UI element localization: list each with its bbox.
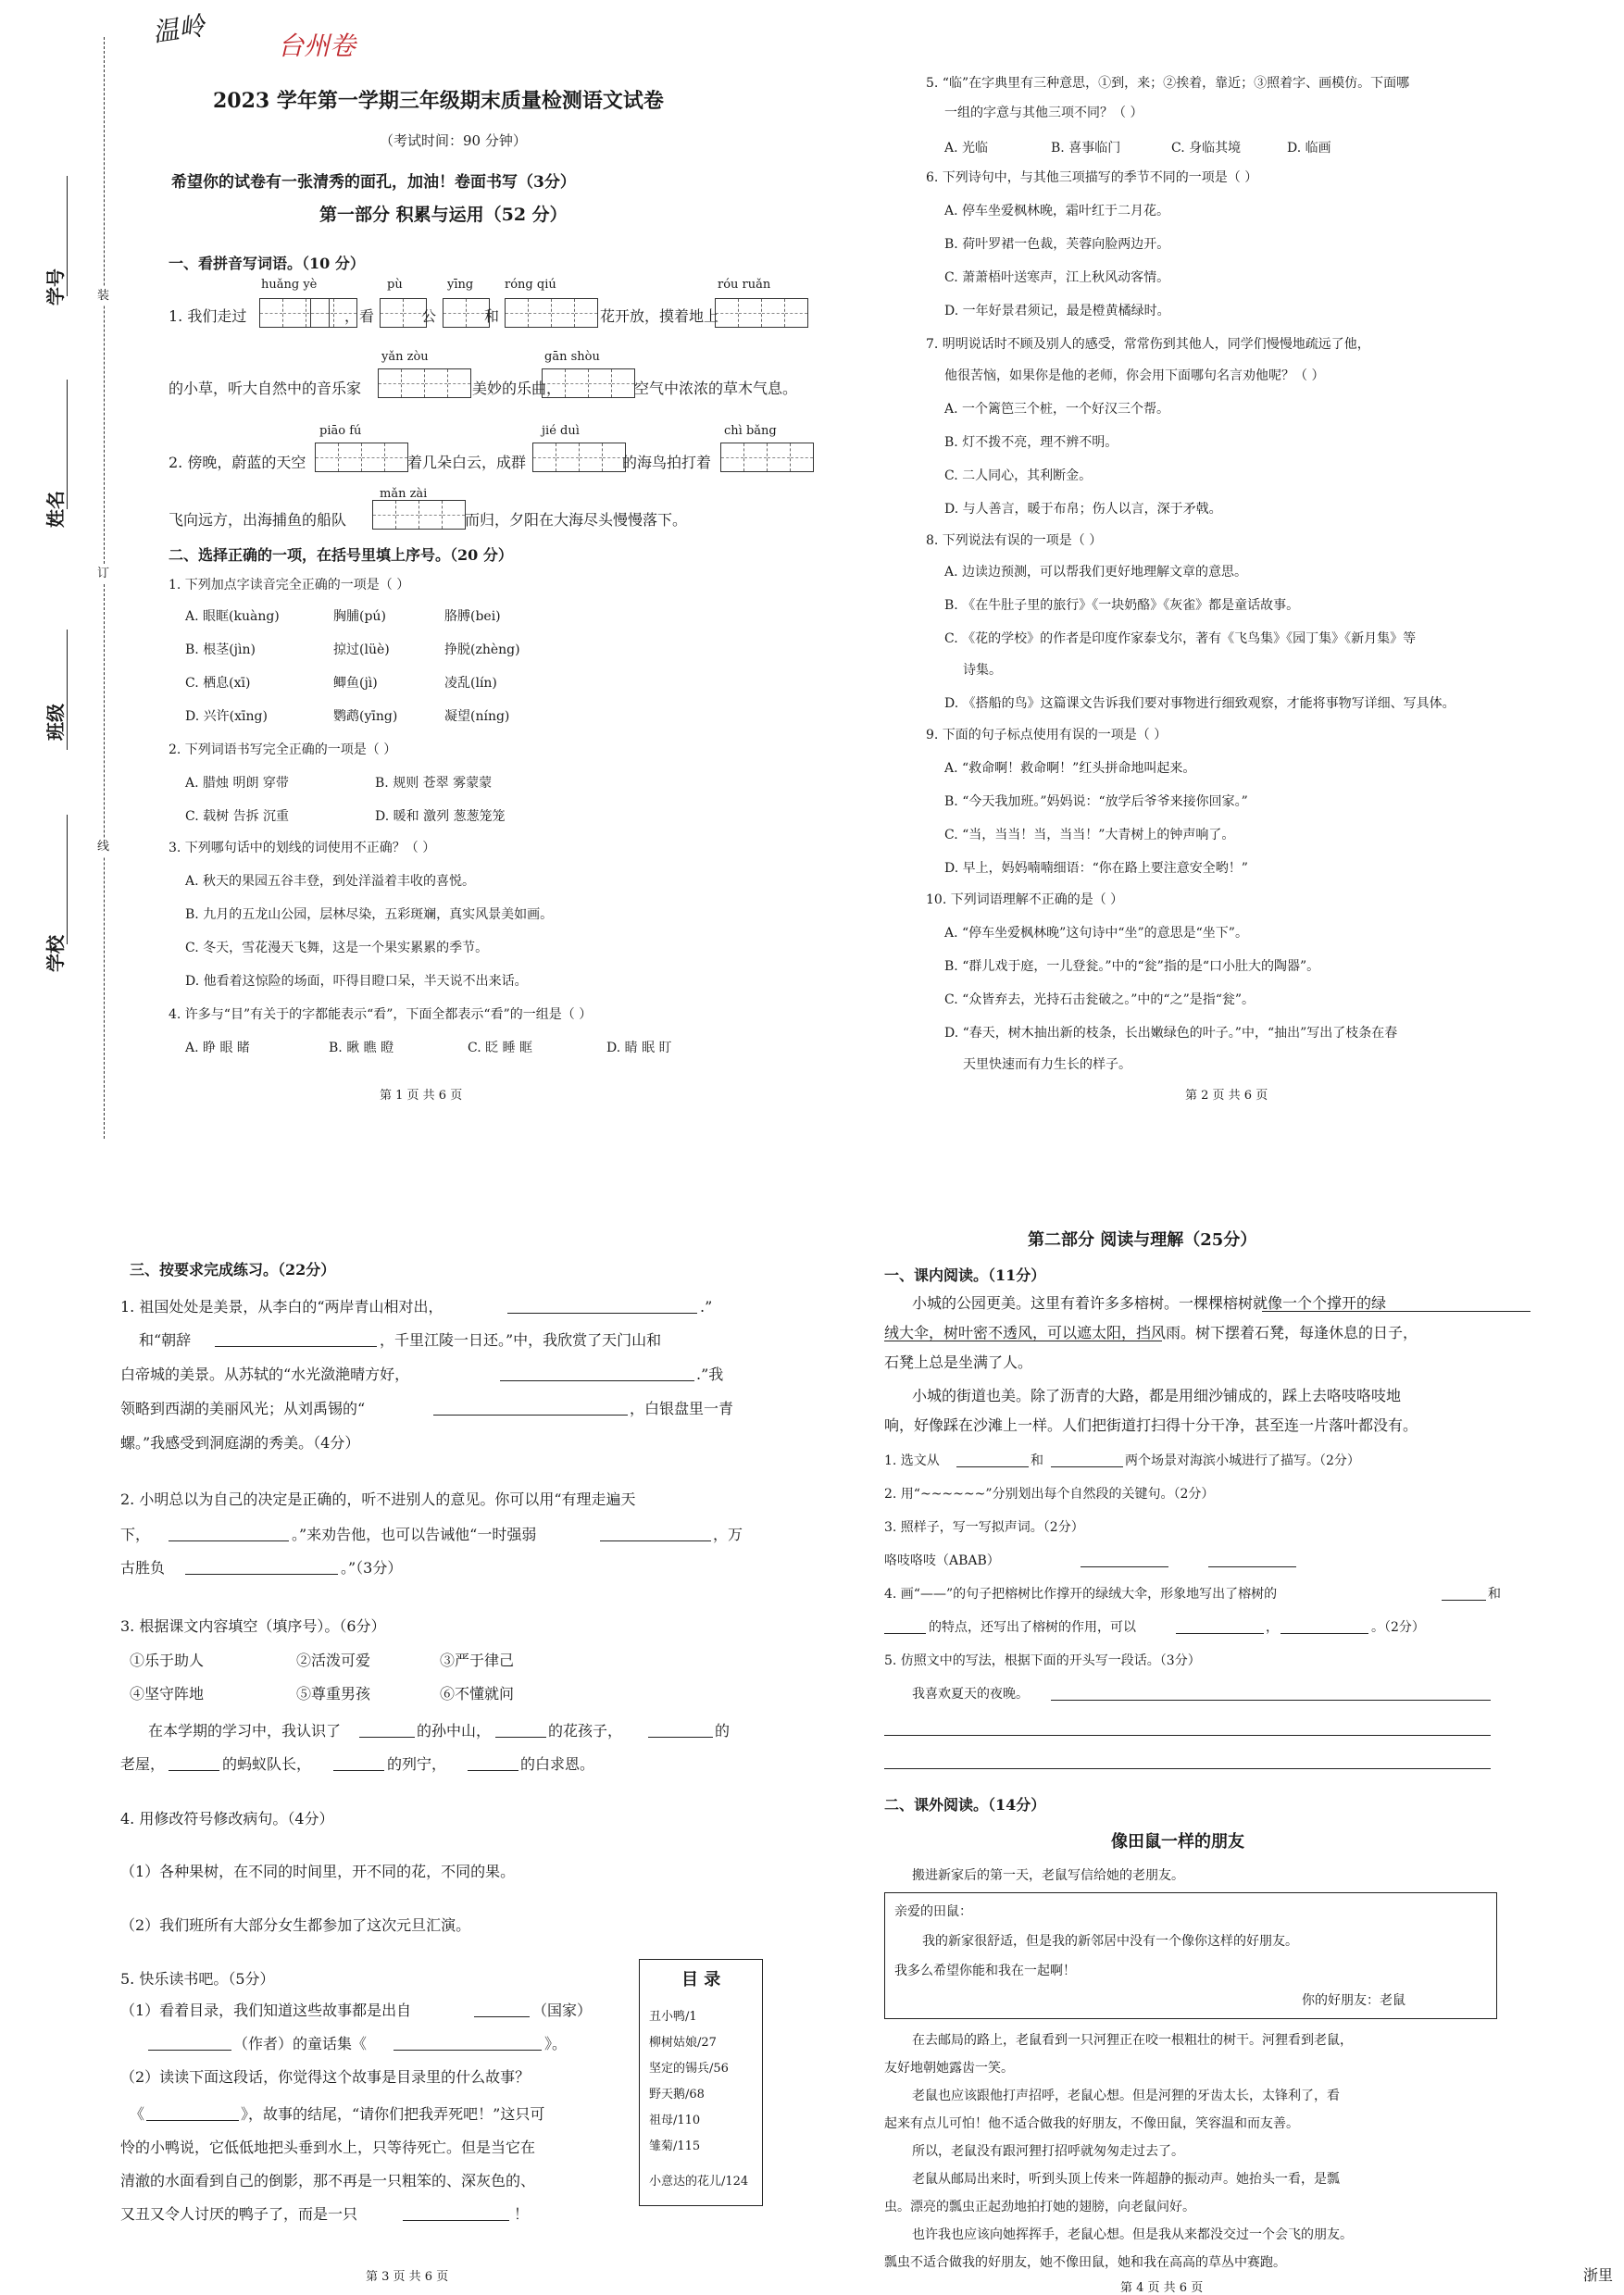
q2: 2. 下列词语书写完全正确的一项是（ ）	[169, 742, 397, 757]
p2-q9-d: D. 早上，妈妈喃喃细语：“你在路上要注意安全哟！”	[944, 861, 1248, 876]
page3-footer: 第 3 页 共 6 页	[366, 2270, 449, 2284]
blank-q5-5[interactable]	[403, 2220, 509, 2221]
p2-q5-c: C. 身临其境	[1171, 141, 1242, 156]
q1-a3: 胳膊(bei)	[444, 609, 501, 624]
p2-q10-c: C. “众皆弃去，光持石击瓮破之。”中的“之”是指“瓮”。	[944, 992, 1255, 1007]
toc-item-5: 祖母/110	[649, 2114, 701, 2127]
story-c: 老鼠也应该跟他打声招呼，老鼠心想。但是河狸的牙齿太长，太锋利了，看	[912, 2089, 1340, 2103]
p3-q3-o3: ③严于律己	[440, 1652, 515, 1669]
label-xingming: 姓名	[44, 491, 67, 528]
p3-q3d: 的	[715, 1722, 731, 1740]
q1-d2: 鹦鹉(yīng)	[333, 709, 398, 724]
toc-title: 目 录	[681, 1970, 721, 1989]
story-g: 虫。漂亮的瓢虫正起劲地拍打她的翅膀，向老鼠问好。	[884, 2200, 1195, 2214]
grid-ying[interactable]	[443, 298, 490, 328]
blank-q1-1[interactable]	[507, 1313, 697, 1314]
grid-rongqiu[interactable]	[505, 298, 598, 328]
q3-b: B. 九月的五龙山公园，层林尽染，五彩斑斓，真实风景美如画。	[185, 907, 554, 922]
py-ganshou: gān shòu	[544, 350, 600, 364]
toc-item-3: 坚定的锡兵/56	[649, 2062, 729, 2076]
mark-zhuang: 装	[97, 287, 109, 306]
blank-q5-4[interactable]	[146, 2120, 239, 2121]
q3: 3. 下列哪句话中的划线的词使用不正确？（ ）	[169, 841, 436, 855]
p3-q1a-end: .”	[700, 1298, 713, 1316]
handwritten-tag: 台州卷	[278, 31, 356, 61]
mark-xian: 线	[97, 838, 109, 856]
p3-q4a: （1）各种果树，在不同的时间里，开不同的花，不同的果。	[120, 1863, 516, 1880]
q1-a2: 胸脯(pú)	[333, 609, 386, 624]
p4-q1c: 两个场景对海滨小城进行了描写。（2分）	[1125, 1453, 1360, 1468]
p3-q2f: 。”（3分）	[341, 1559, 403, 1577]
q1-c2: 鲫鱼(jì)	[333, 676, 378, 691]
p3-q5a: （1）看着目录，我们知道这些故事都是出自	[120, 2002, 412, 2019]
page-1	[0, 0, 833, 1157]
q2-a: A. 腊烛 明朗 穿带	[185, 776, 289, 791]
p3-q5d: 》。	[544, 2035, 568, 2052]
p4-q4b: 和	[1488, 1587, 1501, 1602]
blank-q3-4[interactable]	[169, 1770, 219, 1771]
p4-q1b: 和	[1031, 1453, 1043, 1468]
q3-d: D. 他看着这惊险的场面，吓得目瞪口呆，半天说不出来话。	[185, 974, 528, 989]
blank-p4-q1-2[interactable]	[1051, 1466, 1123, 1467]
py-chibang: chì bǎng	[724, 424, 777, 438]
blank-p4-q5-1[interactable]	[1051, 1700, 1491, 1701]
q1-c3: 凌乱(lín)	[444, 676, 497, 691]
p3-q3a: 在本学期的学习中，我认识了	[148, 1722, 342, 1740]
p3-q5g: 》，故事的结尾，“请你们把我弄死吧！”这只可	[241, 2105, 545, 2123]
p3-q1b: 和“朝辞	[139, 1331, 192, 1349]
blank-p4-q4-4[interactable]	[1280, 1633, 1368, 1634]
blank-q3-2[interactable]	[495, 1737, 546, 1738]
q1-b2: 掠过(lüè)	[333, 642, 390, 657]
s2-title: 二、选择正确的一项，在括号里填上序号。（20 分）	[169, 546, 513, 564]
blank-q3-6[interactable]	[468, 1770, 518, 1771]
q1-b1: B. 根茎(jìn)	[185, 642, 256, 657]
p3-q3c: 的花孩子，	[548, 1722, 623, 1740]
p2-q8-c: C. 《花的学校》的作者是印度作家泰戈尔，著有《飞鸟集》《园丁集》《新月集》等	[944, 631, 1417, 646]
label-banji: 班级	[44, 704, 67, 741]
toc-box	[639, 1959, 763, 2206]
l1c: 公	[421, 307, 437, 325]
q2-d: D. 暖和 激列 葱葱笼笼	[375, 809, 506, 824]
blank-q3-1[interactable]	[359, 1737, 415, 1738]
story-f: 老鼠从邮局出来时，听到头顶上传来一阵超静的振动声。她抬头一看，是瓢	[912, 2172, 1340, 2187]
p4-q3a: 咯吱咯吱（ABAB）	[884, 1553, 1000, 1568]
p3-q3f: 的蚂蚁队长，	[222, 1755, 312, 1773]
mark-ding: 订	[97, 565, 109, 583]
p3-q2e: 古胜负	[120, 1559, 166, 1577]
p2-q5b: 一组的字意与其他三项不同？（ ）	[944, 106, 1143, 120]
py-jiedui: jié duì	[542, 424, 580, 438]
handwritten-region: 温岭	[150, 10, 206, 48]
p2-q5-b: B. 喜事临门	[1051, 141, 1121, 156]
blank-q1-2[interactable]	[215, 1346, 377, 1347]
p3-q3g: 的列宁，	[387, 1755, 447, 1773]
p3-q5: 5. 快乐读书吧。（5分）	[120, 1970, 275, 1988]
p3-q1f: ，白银盘里一青	[630, 1400, 734, 1417]
blank-q5-1[interactable]	[474, 2016, 530, 2017]
p2-q5-d: D. 临画	[1287, 141, 1331, 156]
letter-sign: 你的好朋友：老鼠	[1302, 1993, 1405, 2008]
page-2	[907, 0, 1624, 1157]
letter-body2: 我多么希望你能和我在一起啊！	[894, 1964, 1076, 1978]
q3-a: A. 秋天的果园五谷丰登，到处洋溢着丰收的喜悦。	[185, 874, 476, 889]
exam-title: 2023 学年第一学期三年级期末质量检测语文试卷	[213, 89, 664, 113]
p4-q4c: 的特点，还写出了榕树的作用，可以	[929, 1620, 1136, 1635]
blank-q2-3[interactable]	[185, 1574, 338, 1575]
hope-line: 希望你的试卷有一张清秀的面孔，加油！卷面书写（3分）	[171, 173, 576, 192]
q2-c: C. 载树 告拆 沉重	[185, 809, 290, 824]
toc-item-2: 柳树姑娘/27	[649, 2036, 717, 2050]
l4a: 飞向远方，出海捕鱼的船队	[169, 511, 347, 529]
p3-q3e: 老屋，	[120, 1755, 166, 1773]
p3-q1d: 白帝城的美景。从苏轼的“水光潋滟晴方好，	[120, 1366, 410, 1383]
blank-q1-4[interactable]	[433, 1415, 628, 1416]
l4b: 而归，夕阳在大海尽头慢慢落下。	[465, 511, 688, 529]
story-i: 瓢虫不适合做我的好朋友，她不像田鼠，她和我在高高的草丛中赛跑。	[884, 2255, 1286, 2270]
p2-q7-a: A. 一个篱笆三个桩，一个好汉三个帮。	[944, 402, 1170, 417]
py-ying: yīng	[447, 278, 474, 292]
s1-title: 一、看拼音写词语。（10 分）	[169, 255, 365, 272]
p3-q1e: 领略到西湖的美丽风光；从刘禹锡的“	[120, 1400, 366, 1417]
l3b: 着几朵白云，成群	[407, 454, 527, 471]
q1: 1. 下列加点字读音完全正确的一项是（ ）	[169, 578, 410, 592]
corner-mark: 浙里	[1583, 2266, 1614, 2284]
toc-item-7: 小意达的花儿/124	[649, 2175, 749, 2189]
q1-d1: D. 兴许(xīng)	[185, 709, 268, 724]
p3-q1c: ，千里江陵一日还。”中，我欣赏了天门山和	[380, 1331, 662, 1349]
grid-ganshou[interactable]	[542, 368, 635, 398]
p3-q5c: （作者）的童话集《	[233, 2035, 368, 2052]
blank-p4-q5-2[interactable]	[884, 1735, 1491, 1736]
p3-q3h: 的白求恩。	[520, 1755, 595, 1773]
p2-q6-c: C. 萧萧梧叶送寒声，江上秋风动客情。	[944, 270, 1170, 285]
p4-q4e: 。（2分）	[1371, 1620, 1425, 1635]
p3-q2d: ，万	[713, 1526, 743, 1543]
q1-a1: A. 眼眶(kuàng)	[185, 609, 280, 624]
blank-p4-q1-1[interactable]	[956, 1466, 1029, 1467]
para2b: 响，好像踩在沙滩上一样。人们把街道打扫得十分干净，甚至连一片落叶都没有。	[884, 1416, 1418, 1434]
py-piaofu: piāo fú	[319, 424, 362, 438]
py-yanzou: yǎn zòu	[381, 350, 429, 364]
page-4	[866, 1204, 1624, 2294]
p3-q1a: 1. 祖国处处是美景，从李白的“两岸青山相对出，	[120, 1298, 443, 1316]
q4-c: C. 眨 睡 眶	[468, 1041, 533, 1055]
p3-q1g: 螺。”我感受到洞庭湖的秀美。（4分）	[120, 1434, 360, 1452]
p4-q5a: 我喜欢夏天的夜晚。	[912, 1687, 1029, 1702]
p3-q4: 4. 用修改符号修改病句。（4分）	[120, 1810, 334, 1827]
page2-footer: 第 2 页 共 6 页	[1185, 1089, 1268, 1103]
p3-q3-o4: ④坚守阵地	[130, 1685, 205, 1703]
p3-q5h: 怜的小鸭说，它低低地把头垂到水上，只等待死亡。但是当它在	[120, 2139, 536, 2156]
s3-title: 三、按要求完成练习。（22分）	[130, 1261, 336, 1278]
p3-q2a: 2. 小明总以为自己的决定是正确的，听不进别人的意见。你可以用“有理走遍天	[120, 1491, 636, 1508]
p4-s1: 一、课内阅读。（11分）	[884, 1266, 1046, 1284]
label-xuexiao: 学校	[44, 935, 67, 972]
l3a: 2. 傍晚，蔚蓝的天空	[169, 454, 306, 471]
blank-p4-q4-2[interactable]	[884, 1633, 926, 1634]
p3-q3-o2: ②活泼可爱	[296, 1652, 371, 1669]
p2-q9: 9. 下面的句子标点使用有误的一项是（ ）	[926, 728, 1168, 742]
p4-q4d: ，	[1266, 1620, 1279, 1635]
toc-item-6: 雏菊/115	[649, 2139, 701, 2153]
toc-item-1: 丑小鸭/1	[649, 2010, 697, 2024]
blank-q1-3[interactable]	[500, 1380, 694, 1381]
p2-q8-d: D. 《搭船的鸟》这篇课文告诉我们要对事物进行细致观察，才能将事物写详细、写具体。	[944, 696, 1455, 711]
p2-q10-a: A. “停车坐爱枫林晚”这句诗中“坐”的意思是“坐下”。	[944, 926, 1248, 941]
p2-q8-b: B. 《在牛肚子里的旅行》《一块奶酪》《灰雀》都是童话故事。	[944, 598, 1300, 613]
blank-p4-q5-3[interactable]	[884, 1768, 1491, 1769]
py-huangye: huǎng yè	[261, 278, 318, 292]
p2-q9-c: C. “当，当当！当，当当！”大青树上的钟声响了。	[944, 828, 1235, 842]
l1b: ，看	[344, 307, 375, 325]
blank-p4-q4-3[interactable]	[1176, 1633, 1264, 1634]
p3-q3: 3. 根据课文内容填空（填序号）。（6分）	[120, 1617, 386, 1635]
letter-body1: 我的新家很舒适，但是我的新邻居中没有一个像你这样的好朋友。	[922, 1934, 1298, 1949]
letter-box	[884, 1892, 1497, 2019]
p2-q10-d2: 天里快速而有力生长的样子。	[963, 1057, 1131, 1072]
p3-q5e: （2）读读下面这段话，你觉得这个故事是目录里的什么故事？	[120, 2068, 531, 2086]
p2-q10-d: D. “春天，树木抽出新的枝条，长出嫩绿色的叶子。”中，“抽出”写出了枝条在春	[944, 1026, 1398, 1041]
blank-q5-2[interactable]	[148, 2050, 231, 2051]
q4-d: D. 睛 眠 盯	[606, 1041, 672, 1055]
grid-chibang[interactable]	[720, 443, 814, 472]
p4-q3: 3. 照样子，写一写拟声词。（2分）	[884, 1520, 1084, 1535]
p2-q5: 5. “临”在字典里有三种意思，①到，来；②挨着，靠近；③照着字、画模仿。下面哪	[926, 76, 1410, 91]
p4-q2: 2. 用“~~~~~~”分别划出每个自然段的关键句。（2分）	[884, 1487, 1215, 1502]
l1e: 花开放，摸着地上	[600, 307, 719, 325]
p2-q6: 6. 下列诗句中，与其他三项描写的季节不同的一项是（ ）	[926, 170, 1258, 185]
grid-yanzou[interactable]	[378, 368, 471, 398]
p3-q4b: （2）我们班所有大部分女生都参加了这次元旦汇演。	[120, 1916, 471, 1934]
grid-rouruan[interactable]	[715, 298, 808, 328]
p4-q1a: 1. 选文从	[884, 1453, 940, 1468]
p3-q3-o6: ⑥不懂就问	[440, 1685, 515, 1703]
p2-q6-b: B. 荷叶罗裙一色裁，芙蓉向脸两边开。	[944, 237, 1170, 252]
p2-q7-c: C. 二人同心，其利断金。	[944, 468, 1093, 483]
part2-title: 第二部分 阅读与理解（25分）	[1028, 1230, 1257, 1250]
label-xuehao: 学号	[44, 268, 67, 306]
part1-title: 第一部分 积累与运用（52 分）	[319, 205, 568, 225]
q1-d3: 凝望(níng)	[444, 709, 510, 724]
q4-b: B. 瞅 瞧 瞪	[329, 1041, 394, 1055]
story-b: 友好地朝她露齿一笑。	[884, 2061, 1014, 2076]
p2-q9-b: B. “今天我加班。”妈妈说：“放学后爷爷来接你回家。”	[944, 794, 1248, 809]
p4-q4a: 4. 画“——”的句子把榕树比作撑开的绿绒大伞，形象地写出了榕树的	[884, 1587, 1278, 1602]
p3-q3b: 的孙中山，	[417, 1722, 492, 1740]
q1-b3: 挣脱(zhèng)	[444, 642, 520, 657]
p3-q5i: 清澈的水面看到自己的倒影，那不再是一只粗笨的、深灰色的、	[120, 2172, 536, 2189]
p3-q3-o5: ⑤尊重男孩	[296, 1685, 371, 1703]
p2-q10: 10. 下列词语理解不正确的是（ ）	[926, 892, 1124, 907]
para1a: 小城的公园更美。这里有着许多多榕树。一棵棵榕树就像一个个撑开的绿	[912, 1294, 1387, 1312]
p4-q5: 5. 仿照文中的写法，根据下面的开头写一段话。（3分）	[884, 1653, 1201, 1668]
p2-q7-d: D. 与人善言，暖于布帛；伤人以言，深于矛戟。	[944, 502, 1222, 517]
p2-q6-d: D. 一年好景君须记，最是橙黄橘绿时。	[944, 304, 1170, 318]
p2-q8-a: A. 边读边预测，可以帮我们更好地理解文章的意思。	[944, 565, 1248, 580]
p2-q7: 7. 明明说话时不顾及别人的感受，常常伤到其他人，同学们慢慢地疏远了他，	[926, 337, 1370, 352]
py-manzai: mǎn zài	[380, 487, 428, 501]
story-title: 像田鼠一样的朋友	[1111, 1832, 1244, 1852]
p2-q6-a: A. 停车坐爱枫林晚，霜叶红于二月花。	[944, 204, 1170, 218]
p3-q5k: ！	[514, 2205, 530, 2223]
letter-greet: 亲爱的田鼠：	[894, 1904, 972, 1919]
l2b: 美妙的乐曲，	[472, 380, 562, 397]
p3-q2c: 。”来劝告他，也可以告诫他“一时强弱	[292, 1526, 537, 1543]
q3-c: C. 冬天，雪花漫天飞舞，这是一个果实累累的季节。	[185, 941, 489, 955]
page-3	[0, 1204, 833, 2294]
blank-p4-q4-1[interactable]	[1442, 1600, 1486, 1601]
l1d: 和	[484, 307, 500, 325]
p3-q5f: 《	[130, 2105, 145, 2123]
blank-q3-5[interactable]	[333, 1770, 384, 1771]
p3-q5b: （国家）	[532, 2002, 593, 2019]
q4: 4. 许多与“目”有关于的字都能表示“看”，下面全都表示“看”的一组是（ ）	[169, 1007, 593, 1022]
story-intro: 搬进新家后的第一天，老鼠写信给她的老朋友。	[912, 1868, 1184, 1883]
exam-time: （考试时间：90 分钟）	[380, 132, 527, 149]
q2-b: B. 规则 苍翠 雾蒙蒙	[375, 776, 493, 791]
py-rongqiu: róng qiú	[505, 278, 556, 292]
p2-q9-a: A. “救命啊！救命啊！”红头拼命地叫起来。	[944, 761, 1196, 776]
para2a: 小城的街道也美。除了沥青的大路，都是用细沙铺成的，踩上去咯吱咯吱地	[912, 1387, 1402, 1404]
py-pu: pù	[387, 278, 403, 292]
story-d: 起来有点儿可怕！他不适合做我的好朋友，不像田鼠，笑容温和而友善。	[884, 2116, 1299, 2131]
p3-q5j: 又丑又令人讨厌的鸭子了，而是一只	[120, 2205, 358, 2223]
q4-a: A. 睁 眼 睹	[185, 1041, 250, 1055]
grid-pu[interactable]	[380, 298, 427, 328]
blank-p4-q3-2[interactable]	[1208, 1566, 1296, 1567]
p2-q10-b: B. “群儿戏于庭，一儿登瓮。”中的“瓮”指的是“口小肚大的陶器”。	[944, 959, 1320, 974]
para1c: 石凳上总是坐满了人。	[884, 1353, 1033, 1371]
p2-q7-b: B. 灯不拨不亮，理不辨不明。	[944, 435, 1118, 450]
story-h: 也许我也应该向她挥挥手，老鼠心想。但是我从来都没交过一个会飞的朋友。	[912, 2227, 1353, 2242]
blank-q3-3[interactable]	[648, 1737, 713, 1738]
grid-jiedui[interactable]	[532, 443, 626, 472]
l2a: 的小草，听大自然中的音乐家	[169, 380, 362, 397]
q1-c1: C. 栖息(xī)	[185, 676, 251, 691]
story-a: 在去邮局的路上，老鼠看到一只河狸正在咬一根粗壮的树干。河狸看到老鼠，	[912, 2033, 1353, 2048]
p2-q8-c2: 诗集。	[963, 663, 1002, 678]
p3-q1d-end: .”我	[696, 1366, 724, 1383]
p3-q2b: 下，	[120, 1526, 151, 1543]
p2-q7b: 他很苦恼，如果你是他的老师，你会用下面哪句名言劝他呢？（ ）	[944, 368, 1325, 383]
l3c: 的海鸟拍打着	[622, 454, 712, 471]
blank-q2-2[interactable]	[600, 1540, 711, 1541]
grid-manzai[interactable]	[372, 500, 466, 530]
p3-q3-o1: ①乐于助人	[130, 1652, 205, 1669]
grid-piaofu[interactable]	[315, 443, 408, 472]
l1a: 1. 我们走过	[169, 307, 247, 325]
story-e: 所以，老鼠没有跟河狸打招呼就匆匆走过去了。	[912, 2144, 1184, 2159]
page1-footer: 第 1 页 共 6 页	[380, 1089, 463, 1103]
toc-item-4: 野天鹅/68	[649, 2088, 705, 2102]
p4-s2: 二、课外阅读。（14分）	[884, 1796, 1046, 1814]
py-rouruan: róu ruǎn	[718, 278, 771, 292]
l2c: 空气中浓浓的草木气息。	[634, 380, 798, 397]
underline-bigtree	[1262, 1311, 1530, 1312]
blank-p4-q3-1[interactable]	[1081, 1566, 1168, 1567]
page4-footer: 第 4 页 共 6 页	[1120, 2281, 1204, 2295]
p2-q8: 8. 下列说法有误的一项是（ ）	[926, 533, 1103, 548]
p2-q5-a: A. 光临	[944, 141, 989, 156]
blank-q2-1[interactable]	[169, 1540, 289, 1541]
blank-q5-3[interactable]	[394, 2050, 542, 2051]
para1b: 绒大伞，树叶密不透风，可以遮太阳，挡风雨。树下摆着石凳，每逢休息的日子，	[884, 1324, 1418, 1341]
